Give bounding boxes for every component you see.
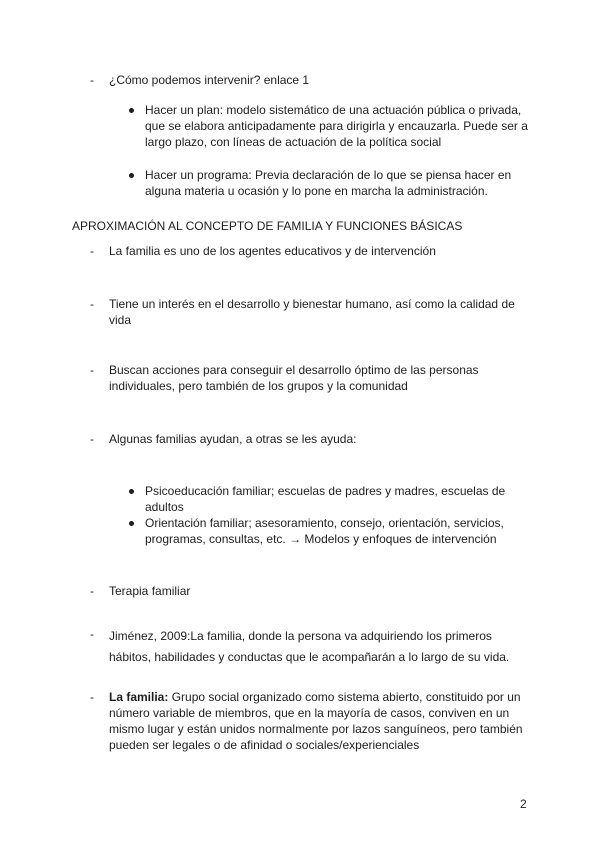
list-item-families-help: Algunas familias ayudan, a otras se les ayuda: [109, 432, 357, 446]
page-number: 2 [520, 797, 527, 811]
list-item-family-definition [109, 689, 534, 753]
list-item-jimenez: Jiménez, 2009:La familia, donde la persona va adquiriendo los primeros hábitos, habilidades y conductas que le acompañarán a lo largo de su vida. [109, 629, 510, 664]
dash-marker: - [90, 363, 94, 377]
bullet-marker [129, 521, 134, 526]
dash-marker: - [90, 584, 94, 598]
bullet-marker [129, 489, 134, 494]
dash-marker: - [90, 244, 94, 258]
bullet-marker [129, 108, 134, 113]
bullet-marker [129, 173, 134, 178]
dash-marker: - [90, 690, 94, 704]
dash-marker: - [90, 297, 94, 311]
list-item-orientation: Orientación familiar; asesoramiento, consejo, orientación, servicios, programas, consultas, etc. → Modelos y enfoques de intervención [145, 516, 504, 546]
dash-marker: - [90, 627, 94, 641]
definition-label: La familia: [109, 690, 169, 704]
list-item-actions: Buscan acciones para conseguir el desarrollo óptimo de las personas individuales, pero también de los grupos y la comunidad [109, 363, 479, 393]
dash-marker: - [90, 73, 94, 87]
list-item-program: Hacer un programa: Previa declaración de lo que se piensa hacer en alguna materia u ocasión y lo pone en marcha la administración. [145, 168, 512, 198]
list-item-intervention-question: ¿Cómo podemos intervenir? enlace 1 [109, 73, 310, 87]
definition-text: Grupo social organizado como sistema abierto, constituido por un número variable de miembros, que en la mayoría de casos, conviven en un mismo lugar y están unidos normalmente por lazos sanguíneos, pero también pueden ser legales o de afinidad o sociales/experienciales [109, 690, 523, 752]
section-heading: APROXIMACIÓN AL CONCEPTO DE FAMILIA Y FUNCIONES BÁSICAS [72, 219, 463, 233]
list-item-psychoeducation: Psicoeducación familiar; escuelas de padres y madres, escuelas de adultos [145, 484, 506, 514]
list-item-therapy: Terapia familiar [109, 584, 191, 598]
list-item-interest: Tiene un interés en el desarrollo y bienestar humano, así como la calidad de vida [109, 297, 515, 327]
dash-marker: - [90, 432, 94, 446]
list-item-family-agent: La familia es uno de los agentes educativos y de intervención [109, 244, 436, 258]
list-item-plan: Hacer un plan: modelo sistemático de una actuación pública o privada, que se elabora anticipadamente para dirigirla y encauzarla. Puede ser a largo plazo, con líneas de actuación de la política social [145, 103, 528, 149]
